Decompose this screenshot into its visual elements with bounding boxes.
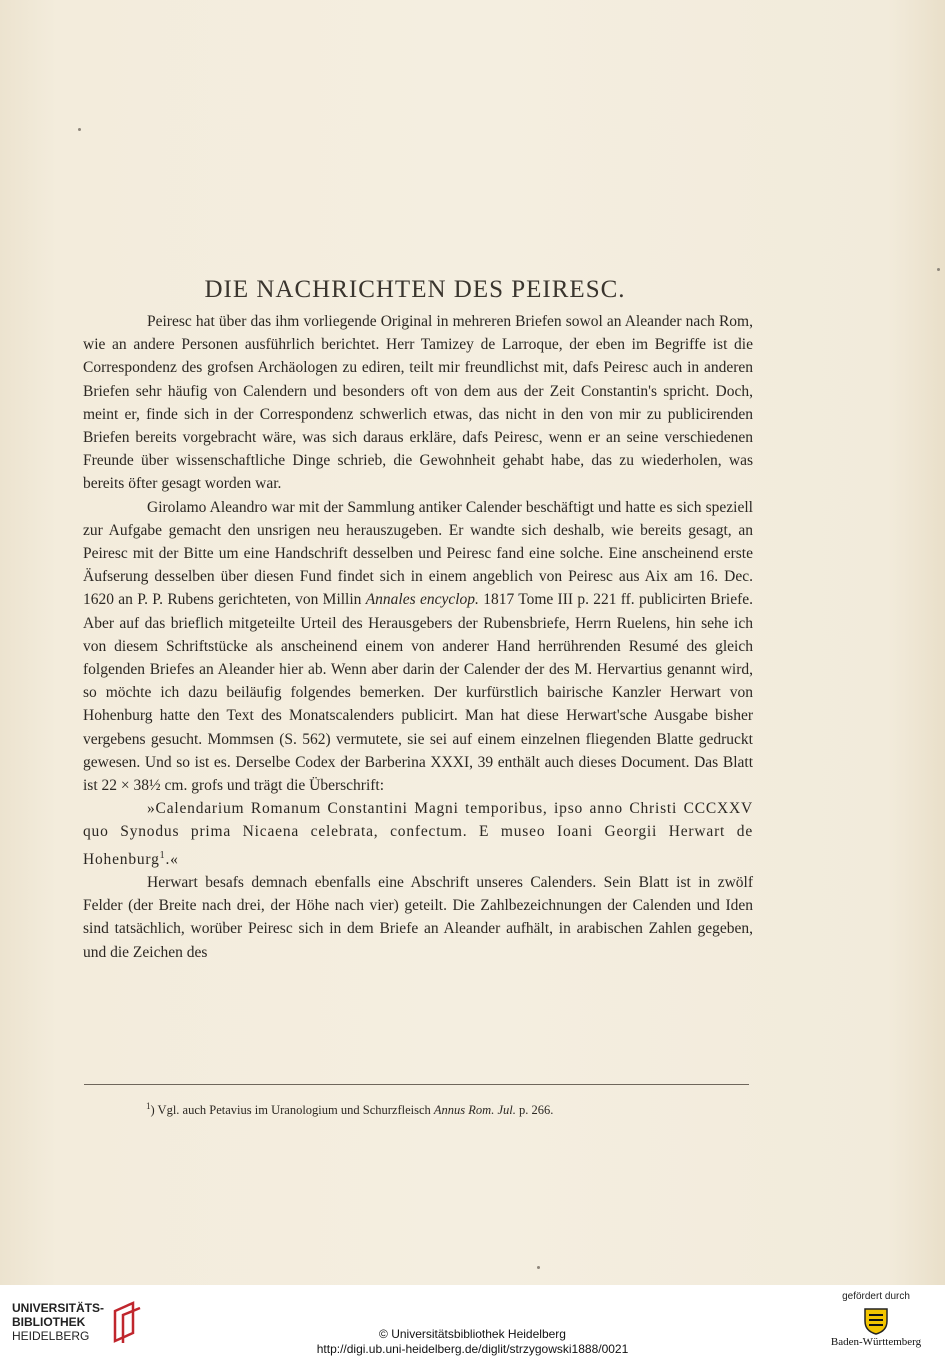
paragraph-2: Girolamo Aleandro war mit der Sammlung antiker Calender beschäftigt und hatte es sich speziell zur Aufgabe gemacht den unsrigen neu herauszugeben. Er wandte sich deshalb, wie bereits gesagt, an Peiresc mit der Bitte um eine Handschrift desselben und Peiresc fand eine solche. Eine anscheinend erste Äufserung desselben über diesen Fund findet sich in einem angeblich von Peiresc aus Aix am 16. Dec. 1620 an P. P. Rubens gerichteten, von Millin Annales encyclop. 1817 Tome III p. 221 ff. publicirten Briefe. Aber auf das brieflich mitgeteilte Urteil des Herausgebers der Rubensbriefe, Herrn Ruelens, hin sehe ich von diesem Schriftstücke als anscheinend einem von anderer Hand herrührenden Resumé des gleich folgenden Briefes an Aleander hier ab. Wenn aber darin der Calender der des M. Hervartius genannt wird, so möchte ich dazu beiläufig folgendes bemerken. Der kurfürstlich bairische Kanzler Herwart von Hohenburg hatte den Text des Monatscalenders publicirt. Man hat diese Herwart'sche Ausgabe bisher vergebens gesucht. Mommsen (S. 562) vermutete, sie sei auf einem einzelnen fliegenden Blatte gedruckt gewesen. Und so ist es. Derselbe Codex der Barberina XXXI, 39 enthält auch dieses Document. Das Blatt ist 22 × 38½ cm. grofs und trägt die Überschrift: bbox=[83, 498, 754, 795]
paragraph-1: Peiresc hat über das ihm vorliegende Original in mehreren Briefen sowol an Aleander nach Rom, wie an andere Personen ausführlich berichtet. Herr Tamizey de Larroque, der eben im Begriffe ist die Correspondenz des grofsen Archäologen zu ediren, teilt mir freundlichst mit, dafs Peiresc auch in anderen Briefen sehr häufig von Calendern und besonders oft von dem aus der Zeit Constantin's spricht. Doch, meint er, finde sich in der Correspondenz schwerlich etwas, das nicht in den von mir zu publicirenden Briefen bereits vorgebracht wäre, was sich daraus erkläre, dafs Peiresc, wenn er an seine verschiedenen Freunde über wissenschaftliche Dinge schrieb, die Gewohnheit gehabt habe, das zu wiederholen, was bereits öfter gesagt worden war. bbox=[83, 313, 753, 493]
paper-fleck bbox=[537, 1266, 540, 1269]
footnote-reference[interactable]: 1 bbox=[159, 849, 166, 861]
footer-bar bbox=[0, 1285, 945, 1357]
paragraph-4: Herwart besafs demnach ebenfalls eine Abschrift unseres Calenders. Sein Blatt ist in zwölf Felder (der Breite nach drei, der Höhe nach vier) geteilt. Die Zahlbezeichnungen der Calenden und Iden sind tatsächlich, worüber Peiresc sich in dem Briefe an Aleander aufhält, in arabischen Zahlen gegeben, und die Zeichen des bbox=[83, 874, 753, 961]
paper-fleck bbox=[937, 268, 940, 271]
footnote-divider bbox=[84, 1084, 749, 1085]
paper-fleck bbox=[78, 128, 81, 131]
copyright-block bbox=[0, 1327, 945, 1357]
body-text bbox=[83, 310, 753, 964]
paragraph-quote: »Calendarium Romanum Constantini Magni temporibus, ipso anno Christi CCCXXV quo Synodus prima Nicaena celebrata, confectum. E museo Ioani Georgii Herwart de Hohenburg$^1$.« bbox=[83, 800, 753, 868]
page-title: DIE NACHRICHTEN DES PEIRESC. bbox=[204, 276, 626, 303]
sponsor-label: gefördert durch bbox=[842, 1291, 910, 1302]
coat-of-arms-icon bbox=[862, 1305, 890, 1335]
library-logo[interactable]: UNIVERSITÄTS- BIBLIOTHEK HEIDELBERG bbox=[12, 1299, 142, 1345]
permalink[interactable]: http://digi.ub.uni-heidelberg.de/diglit/strzygowski1888/0021 bbox=[316, 1342, 629, 1356]
sponsor-block bbox=[821, 1291, 931, 1348]
copyright-text: © Universitätsbibliothek Heidelberg bbox=[379, 1327, 566, 1341]
footnote: $^1$) Vgl. auch Petavius im Uranologium und Schurzfleisch Annus Rom. Jul. p. 266. bbox=[146, 1101, 554, 1118]
italic-title: Annales encyclop. bbox=[365, 591, 479, 609]
sponsor-region: Baden-Württemberg bbox=[830, 1336, 922, 1348]
